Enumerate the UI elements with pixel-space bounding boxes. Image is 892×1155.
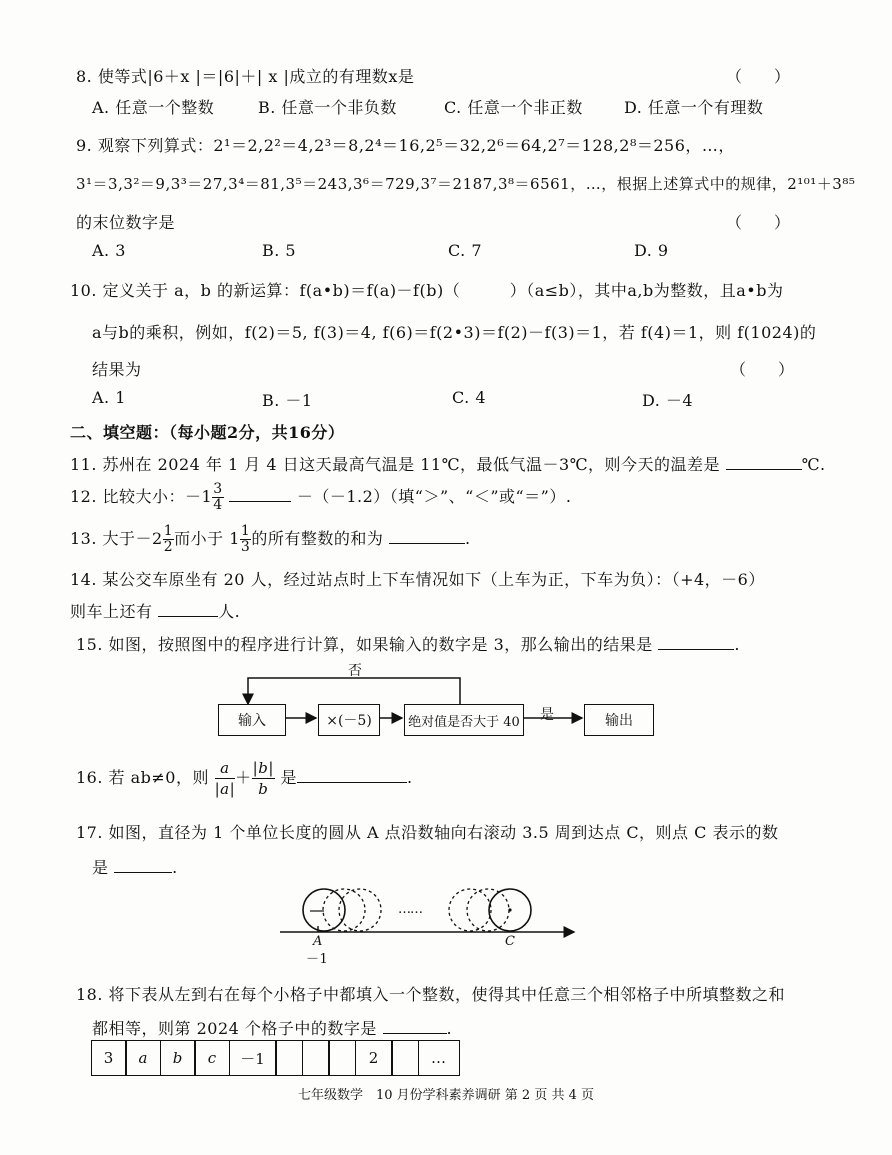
q10-line3: 结果为 [92,360,142,379]
q10-option-d: D. －4 [642,391,694,410]
q16-end: . [407,768,413,787]
q16-post: 是 [280,768,297,787]
q17-circle-dashed-4 [467,889,509,931]
q18-cell-11: … [418,1040,460,1076]
q12-frac-num: 3 [213,481,223,497]
q17-line2-pre: 是 [92,858,109,877]
q13-f2-num: 1 [240,523,251,539]
q15-flow-output-box: 输出 [584,704,654,736]
q18-cell-9: 2 [355,1040,393,1076]
q18-cell-8 [328,1040,356,1076]
q8-option-c: C. 任意一个非正数 [444,98,583,117]
q9-option-b: B. 5 [262,241,297,260]
q15-flow-input-box: 输入 [218,704,286,736]
q18-cell-4: c [194,1040,230,1076]
page-footer: 七年级数学 10 月份学科素养调研 第 2 页 共 4 页 [297,1088,594,1103]
q18-grid [92,1040,460,1076]
q13-f2-den: 3 [240,539,251,555]
q15-end: . [734,635,740,654]
q12-frac-den: 4 [213,497,223,513]
q10-option-c: C. 4 [452,388,487,407]
q14-line1: 14. 某公交车原坐有 20 人，经过站点时上下车情况如下（上车为正，下车为负）：（+4，－6） [70,570,765,589]
q9-line2: 3¹＝3,3²＝9,3³＝27,3⁴＝81,3⁵＝243,3⁶＝729,3⁷＝2187,3⁸＝6561，…，根据上述算式中的规律，2¹⁰¹＋3⁸⁵ [76,175,856,193]
q10-answer-paren: （ ） [730,360,795,379]
q17-label-a: A [313,934,323,949]
q10-option-a: A. 1 [92,388,126,407]
q8-stem: 8. 使等式|6＋x |＝|6|＋| x |成立的有理数x是 [76,67,415,86]
q13-pre: 13. 大于－2 [70,529,163,548]
q17-circle-start [303,889,345,931]
q8-option-b: B. 任意一个非负数 [258,98,397,117]
q17-label-a-value: －1 [306,952,329,967]
q10-line1: 10. 定义关于 a，b 的新运算：f(a•b)＝f(a)－f(b)（ ）（a≤b），其中a,b为整数，且a•b为 [70,281,784,300]
q13-end: . [464,529,471,548]
q15-stem: 15. 如图，按照图中的程序进行计算，如果输入的数字是 3，那么输出的结果是 [76,635,653,654]
q13-f1-den: 2 [163,539,174,555]
q12-pre: 12. 比较大小：－1 [70,487,213,506]
q13-f1-num: 1 [163,523,174,539]
q8-option-a: A. 任意一个整数 [92,98,215,117]
q15-flow-multiply-box: ×(－5) [318,704,380,736]
q9-line3: 的末位数字是 [76,213,176,232]
q18-cell-1: 3 [91,1040,127,1076]
q18-cell-6 [275,1040,303,1076]
q10-line2: a与b的乘积，例如，f(2)＝5, f(3)＝4, f(6)＝f(2•3)＝f(2)－f(3)＝1，若 f(4)＝1，则 f(1024)的 [92,323,817,342]
q16-fa-num: a [215,758,236,779]
q11-stem: 11. 苏州在 2024 年 1 月 4 日这天最高气温是 11℃，最低气温－3℃，则今天的温差是 [70,455,721,474]
q17-line1: 17. 如图，直径为 1 个单位长度的圆从 A 点沿数轴向右滚动 3.5 周到达点 C，则点 C 表示的数 [76,823,779,842]
q17-label-c: C [505,934,516,949]
q17-end: . [172,858,178,877]
q16-fb-num: |b| [252,759,274,777]
q17-circle-dashed-3 [449,889,491,931]
q9-option-a: A. 3 [92,241,126,260]
q16-fb-den: b [258,780,269,798]
q18-cell-3: b [160,1040,196,1076]
q18-cell-7 [302,1040,330,1076]
q12-post: －（－1.2）（填“＞”、“＜”或“＝”）. [296,487,572,506]
q15-flow-check-box: 绝对值是否大于 40 [404,704,524,736]
q9-line1: 9. 观察下列算式：2¹＝2,2²＝4,2³＝8,2⁴＝16,2⁵＝32,2⁶＝64,2⁷＝128,2⁸＝256，…， [76,136,735,155]
q8-answer-paren: （ ） [726,67,791,86]
section-heading: 二、填空题：（每小题2分，共16分） [70,423,345,442]
q18-line2 [92,1016,452,1039]
q9-option-d: D. 9 [634,241,669,260]
q9-option-c: C. 7 [448,241,483,260]
q18-line2-pre: 都相等，则第 2024 个格子中的数字是 [92,1019,377,1038]
q9-answer-paren: （ ） [726,213,791,232]
q8-option-d: D. 任意一个有理数 [624,98,764,117]
q18-cell-2: a [125,1040,161,1076]
q17-circle-dashed-1 [323,889,365,931]
q17-circle-end-center [508,908,511,911]
q18-end: . [446,1019,453,1038]
q18-answer-blank[interactable] [383,1019,447,1034]
q15-flow-yes-label: 是 [540,707,555,723]
q16-fa-den: |a| [214,780,236,798]
q17-ellipsis: …… [398,902,422,917]
q18-cell-10 [391,1040,419,1076]
q13-mid: 而小于 1 [174,529,240,548]
q18-cell-5: －1 [229,1040,277,1076]
q16-plus: ＋ [235,768,252,787]
q14-line2-post: 人. [218,602,241,621]
q15-flow-no-label: 否 [348,663,363,679]
q16-pre: 16. 若 ab≠0，则 [76,768,209,787]
q13-post: 的所有整数的和为 [251,529,384,548]
q10-option-b: B. －1 [262,391,313,410]
q14-line2-pre: 则车上还有 [70,602,153,621]
q18-line1: 18. 将下表从左到右在每个小格子中都填入一个整数，使得其中任意三个相邻格子中所填整数之和 [76,985,786,1004]
q11-unit: ℃. [801,455,826,474]
